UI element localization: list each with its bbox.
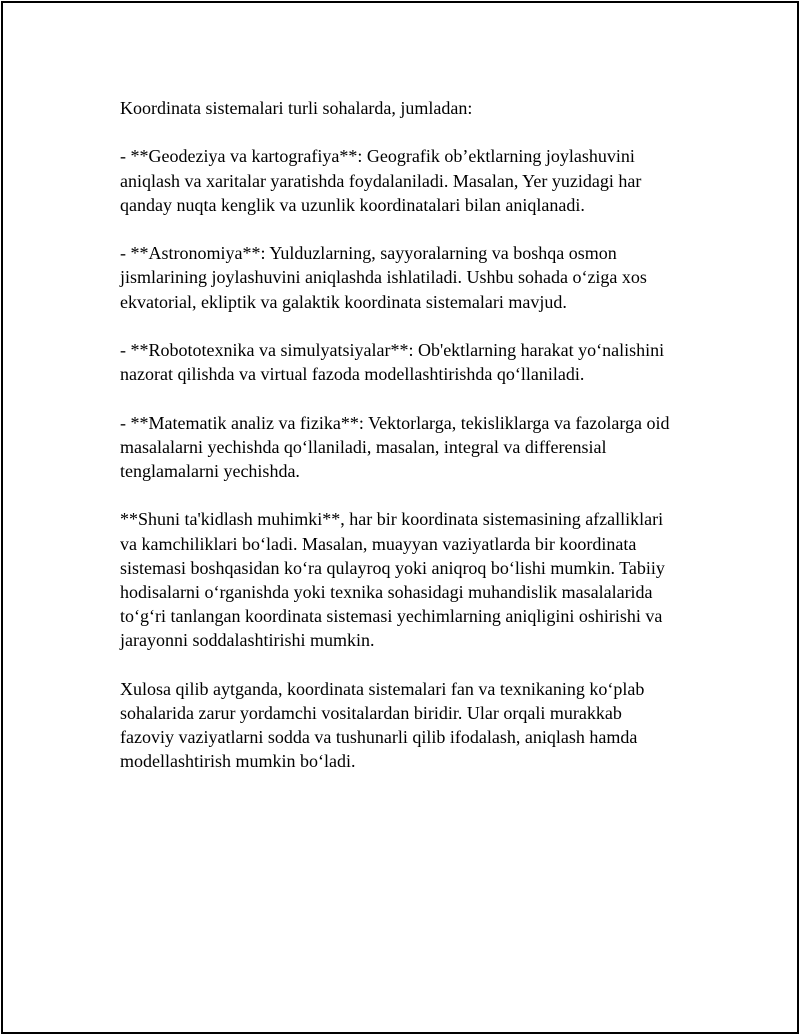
text-line: modellashtirish mumkin boʻladi. [120,751,356,772]
text-line: hodisalarni oʻrganishda yoki texnika sohasidagi muhandislik masalalarida [120,581,653,602]
text-line: Koordinata sistemalari turli sohalarda, jumladan: [120,98,473,118]
text-line: ekvatorial, ekliptik va galaktik koordinata sistemalari mavjud. [120,291,567,312]
robotics-paragraph [120,338,720,386]
text-line: sistemasi boshqasidan koʻra qulayroq yoki aniqroq boʻlishi mumkin. Tabiiy [120,557,665,578]
text-line: - **Astronomiya**: Yulduzlarning, sayyoralarning va boshqa osmon [120,243,617,264]
conclusion-paragraph [120,677,720,774]
math-physics-paragraph [120,411,720,484]
text-line: Xulosa qilib aytganda, koordinata sistemalari fan va texnikaning koʻplab [120,678,645,699]
text-line: jismlarining joylashuvini aniqlashda ishlatiladi. Ushbu sohada oʻziga xos [120,267,647,288]
text-line: jarayonni soddalashtirishi mumkin. [120,630,375,651]
text-line: tenglamalarni yechishda. [120,460,300,481]
astronomy-paragraph [120,241,720,314]
text-line: - **Robototexnika va simulyatsiyalar**: Ob'ektlarning harakat yoʻnalishini [120,339,665,360]
text-line: - **Geodeziya va kartografiya**: Geografik obʼektlarning joylashuvini [120,146,635,167]
text-line: - **Matematik analiz va fizika**: Vektorlarga, tekisliklarga va fazolarga oid [120,412,670,433]
page [1,1,799,1034]
geodesy-paragraph [120,144,720,217]
text-line: **Shuni ta'kidlash muhimki**, har bir koordinata sistemasining afzalliklari [120,509,664,530]
text-line: va kamchiliklari boʻladi. Masalan, muayyan vaziyatlarda bir koordinata [120,533,637,554]
text-line: masalalarni yechishda qoʻllaniladi, masalan, integral va differensial [120,436,607,457]
text-line: fazoviy vaziyatlarni sodda va tushunarli qilib ifodalash, aniqlash hamda [120,727,638,748]
emphasis-paragraph [120,507,720,652]
text-line: qanday nuqta kenglik va uzunlik koordinatalari bilan aniqlanadi. [120,194,585,215]
text-line: sohalarida zarur yordamchi vositalardan biridir. Ular orqali murakkab [120,702,622,723]
text-line: toʻgʻri tanlangan koordinata sistemasi yechimlarning aniqligini oshirishi va [120,606,663,627]
text-line: nazorat qilishda va virtual fazoda modellashtirishda qoʻllaniladi. [120,364,585,385]
intro-paragraph [120,96,720,120]
document-body [120,96,720,798]
text-line: aniqlash va xaritalar yaratishda foydalaniladi. Masalan, Yer yuzidagi har [120,170,642,191]
